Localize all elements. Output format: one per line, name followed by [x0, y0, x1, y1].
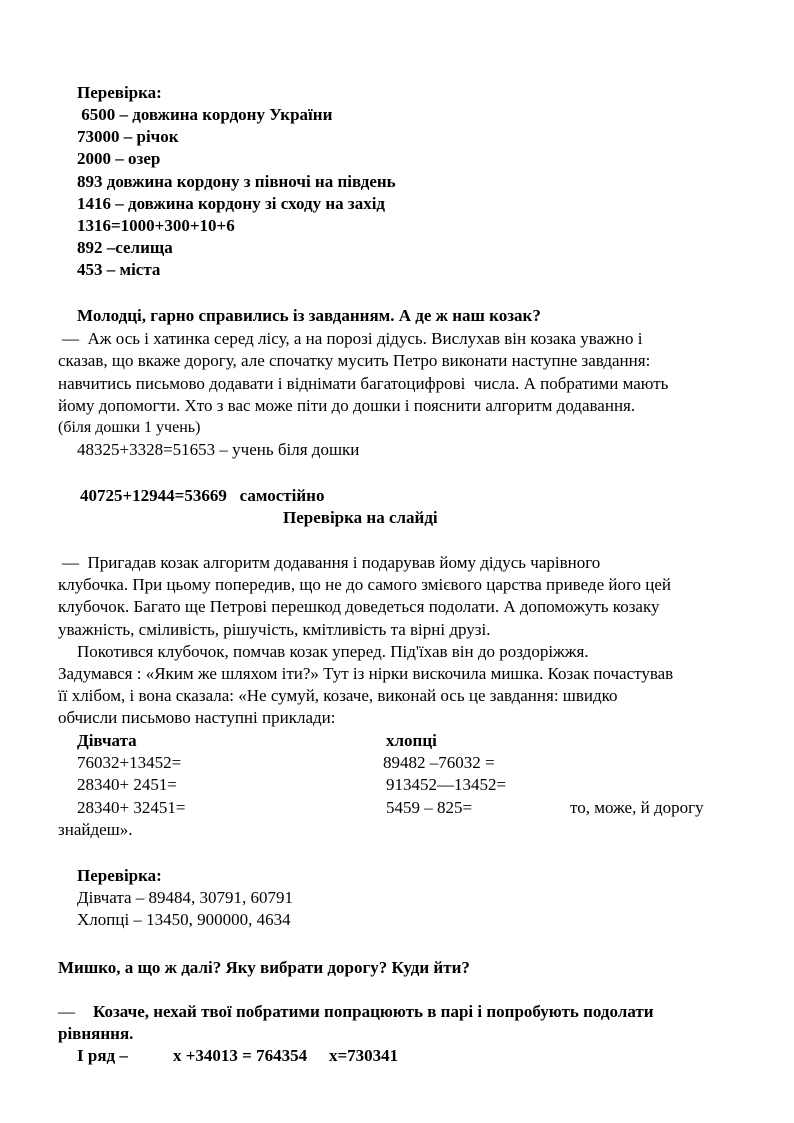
story-line: обчисли письмово наступні приклади: — [58, 708, 336, 727]
check1-heading: Перевірка: — [77, 83, 162, 102]
check1-line: 1416 – довжина кордону зі сходу на захід — [77, 194, 386, 213]
boys-example: 913452—13452= — [386, 775, 507, 794]
independent-task: 40725+12944=53669 самостійно — [80, 486, 325, 505]
story-line: Покотився клубочок, помчав козак уперед. Під'їхав він до роздоріжжя. — [77, 642, 589, 661]
check1-line: 893 довжина кордону з півночі на південь — [77, 172, 396, 191]
story-line: Задумався : «Яким же шляхом іти?» Тут із нірки вискочила мишка. Козак почастував — [58, 664, 674, 683]
equation: x +34013 = 764354 — [173, 1046, 308, 1065]
check1-line: 2000 – озер — [77, 149, 161, 168]
dash: — — [58, 1002, 75, 1021]
story-line: — Аж ось і хатинка серед лісу, а на порозі дідусь. Вислухав він козака уважно і — [62, 329, 643, 348]
story-line: уважність, сміливість, рішучість, кмітливість та вірні друзі. — [58, 620, 491, 639]
story-example: 48325+3328=51653 – учень біля дошки — [77, 440, 360, 459]
check1-line: 6500 – довжина кордону України — [77, 105, 333, 124]
story-line: клубочок. Багато ще Петрові перешкод доведеться подолати. А допоможуть козаку — [58, 597, 660, 616]
row-label: I ряд – — [77, 1046, 128, 1065]
story-note: (біля дошки 1 учень) — [58, 419, 201, 436]
story-line: йому допомогти. Хто з вас може піти до дошки і пояснити алгоритм додавання. — [58, 396, 636, 415]
boys-example: 5459 – 825= — [386, 798, 473, 817]
check-on-slide: Перевірка на слайді — [283, 508, 438, 527]
check1-line: 1316=1000+300+10+6 — [77, 216, 235, 235]
examples-end: знайдеш». — [58, 820, 133, 839]
girls-example: 76032+13452= — [77, 753, 182, 772]
check1-line: 892 –селища — [77, 238, 173, 257]
check2-girls: Дівчата – 89484, 30791, 60791 — [77, 888, 294, 907]
examples-tail: то, може, й дорогу — [570, 798, 704, 817]
boys-header: хлопці — [386, 731, 437, 750]
story-line: — Пригадав козак алгоритм додавання і подарував йому дідусь чарівного — [62, 553, 601, 572]
check2-heading: Перевірка: — [77, 866, 162, 885]
praise-line: Молодці, гарно справились із завданням. А де ж наш козак? — [77, 306, 541, 325]
check2-boys: Хлопці – 13450, 900000, 4634 — [77, 910, 291, 929]
check1-line: 453 – міста — [77, 260, 161, 279]
pair-instruction: Козаче, нехай твої побратими попрацюють в парі і попробують подолати — [93, 1002, 654, 1021]
story-line: її хлібом, і вона сказала: «Не сумуй, козаче, виконай ось це завдання: швидко — [58, 686, 618, 705]
check1-line: 73000 – річок — [77, 127, 179, 146]
story-line: сказав, що вкаже дорогу, але спочатку мусить Петро виконати наступне завдання: — [58, 351, 651, 370]
mouse-question: Мишко, а що ж далі? Яку вибрати дорогу? Куди йти? — [58, 958, 470, 977]
pair-instruction-end: рівняння. — [58, 1024, 134, 1043]
story-line: навчитись письмово додавати і віднімати багатоцифрові числа. А побратими мають — [58, 374, 669, 393]
girls-header: Дівчата — [77, 731, 137, 750]
story-line: клубочка. При цьому попередив, що не до самого змієвого царства приведе його цей — [58, 575, 672, 594]
girls-example: 28340+ 2451= — [77, 775, 177, 794]
equation-answer: x=730341 — [329, 1046, 399, 1065]
boys-example: 89482 –76032 = — [383, 753, 495, 772]
girls-example: 28340+ 32451= — [77, 798, 186, 817]
